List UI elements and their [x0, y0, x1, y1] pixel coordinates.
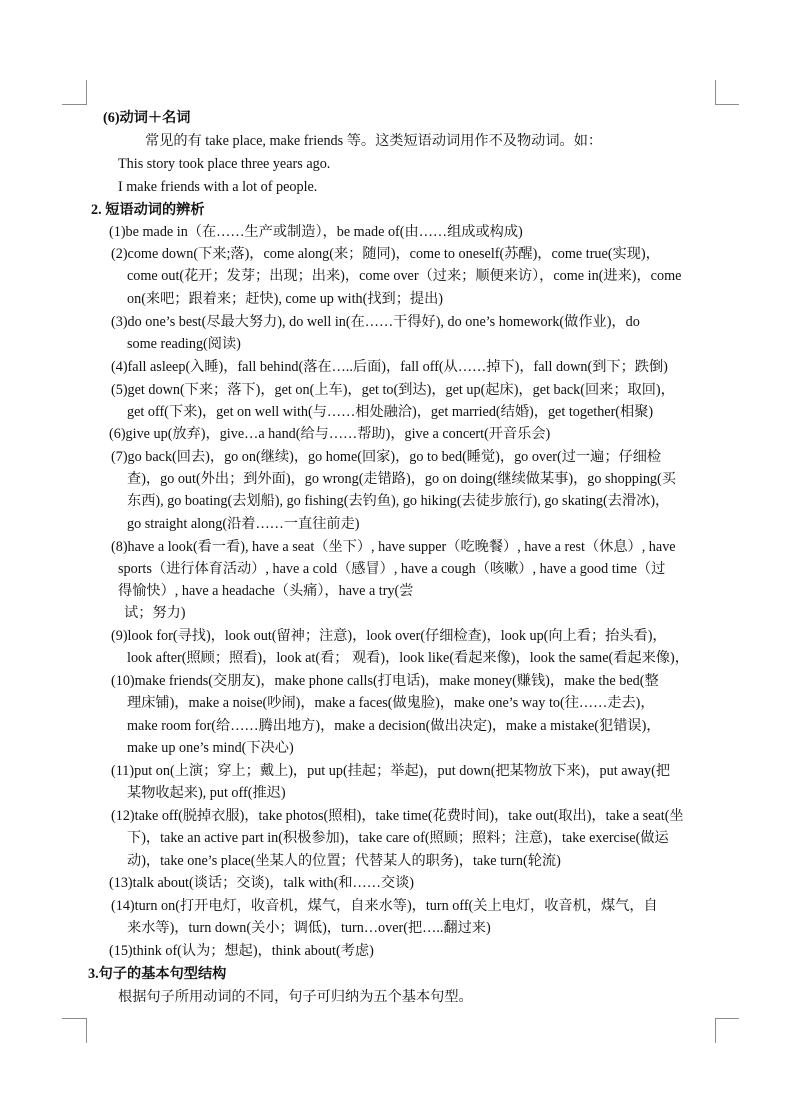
item-2-line: come out(花开；发芽；出现；出来)，come over（过来；顺便来访），come in(进来)，come: [127, 268, 682, 284]
item-8-line: 得愉快）, have a headache（头痛），have a try(尝: [118, 583, 414, 599]
item-3-line: some reading(阅读): [127, 336, 241, 352]
item-3-line: (3)do one’s best(尽最大努力), do well in(在……干得好), do one’s homework(做作业)，do: [111, 314, 640, 330]
crop-mark-bottom-left: [62, 1018, 86, 1019]
item-6: (6)give up(放弃)，give…a hand(给与……帮助)，give a concert(开音乐会): [109, 426, 551, 442]
item-10-line: 理床铺)，make a noise(吵闹)，make a faces(做鬼脸)，make one’s way to(往……走去)，: [127, 695, 655, 711]
item-12-line: 下)，take an active part in(积极参加)，take care of(照顾；照料；注意)，take exercise(做运: [127, 830, 669, 846]
item-10-line: make up one’s mind(下决心): [127, 740, 294, 756]
crop-mark-top-right: [715, 80, 716, 105]
section-6-intro: 常见的有 take place, make friends 等。这类短语动词用作不及物动词。如：: [145, 133, 603, 149]
item-2-line: on(来吧；跟着来；赶快), come up with(找到；提出): [127, 291, 444, 307]
section-6-example-1: This story took place three years ago.: [118, 156, 331, 172]
item-4: (4)fall asleep(入睡)，fall behind(落在…..后面)，fall off(从……掉下)，fall down(到下；跌倒): [111, 359, 668, 375]
item-11-line: (11)put on(上演；穿上；戴上)，put up(挂起；举起)，put down(把某物放下来)，put away(把: [111, 763, 671, 779]
item-1: (1)be made in（在……生产或制造），be made of(由……组成或构成): [109, 224, 523, 240]
item-15: (15)think of(认为；想起)，think about(考虑): [109, 943, 374, 959]
item-9-line: look after(照顾；照看)，look at(看； 观看)，look like(看起来像)，look the same(看起来像)，: [127, 650, 689, 666]
item-13: (13)talk about(谈话；交谈)，talk with(和……交谈): [109, 875, 414, 891]
item-12-line: 动)，take one’s place(坐某人的位置；代替某人的职务)，take turn(轮流): [127, 853, 561, 869]
section-3-heading: 3.句子的基本句型结构: [88, 966, 227, 982]
item-14-line: (14)turn on(打开电灯，收音机，煤气，自来水等)，turn off(关上电灯，收音机，煤气，自: [111, 898, 658, 914]
item-8-line: sports（进行体育活动）, have a cold（感冒）, have a cough（咳嗽）, have a good time（过: [118, 561, 666, 577]
item-7-line: 东西), go boating(去划船), go fishing(去钓鱼), go hiking(去徒步旅行), go skating(去滑冰)，: [127, 493, 670, 509]
item-2-line: (2)come down(下来;落)，come along(来；随同)，come to oneself(苏醒)，come true(实现)，: [111, 246, 660, 262]
section-2-heading: 2. 短语动词的辨析: [91, 202, 205, 218]
item-8-line: (8)have a look(看一看), have a seat（坐下）, have supper（吃晚餐）, have a rest（休息）, have: [111, 539, 676, 555]
section-6-heading: (6)动词＋名词: [103, 110, 191, 126]
crop-mark-top-left: [62, 104, 86, 105]
crop-mark-top-right: [715, 104, 739, 105]
item-14-line: 来水等)，turn down(关小；调低)，turn…over(把…..翻过来): [127, 920, 491, 936]
item-8-line: 试；努力): [124, 605, 186, 621]
crop-mark-bottom-left: [86, 1018, 87, 1043]
item-7-line: (7)go back(回去)，go on(继续)，go home(回家)，go to bed(睡觉)，go over(过一遍；仔细检: [111, 449, 662, 465]
item-12-line: (12)take off(脱掉衣服)，take photos(照相)，take time(花费时间)，take out(取出)，take a seat(坐: [111, 808, 684, 824]
crop-mark-bottom-right: [715, 1018, 716, 1043]
item-5-line: get off(下来)，get on well with(与……相处融洽)，get married(结婚)，get together(相聚): [127, 404, 654, 420]
item-9-line: (9)look for(寻找)，look out(留神；注意)，look over(仔细检查)，look up(向上看；抬头看)，: [111, 628, 667, 644]
section-6-example-2: I make friends with a lot of people.: [118, 179, 318, 195]
item-7-line: 查)，go out(外出；到外面)，go wrong(走错路)，go on doing(继续做某事)，go shopping(买: [127, 471, 676, 487]
crop-mark-bottom-right: [715, 1018, 739, 1019]
item-7-line: go straight along(沿着……一直往前走): [127, 516, 360, 532]
item-5-line: (5)get down(下来；落下)，get on(上车)，get to(到达)，get up(起床)，get back(回来；取回)，: [111, 382, 675, 398]
crop-mark-top-left: [86, 80, 87, 105]
item-10-line: (10)make friends(交朋友)，make phone calls(打电话)，make money(赚钱)，make the bed(整: [111, 673, 659, 689]
item-11-line: 某物收起来), put off(推迟): [127, 785, 286, 801]
section-3-intro: 根据句子所用动词的不同，句子可归纳为五个基本句型。: [118, 989, 473, 1005]
item-10-line: make room for(给……腾出地方)，make a decision(做出决定)，make a mistake(犯错误)，: [127, 718, 661, 734]
